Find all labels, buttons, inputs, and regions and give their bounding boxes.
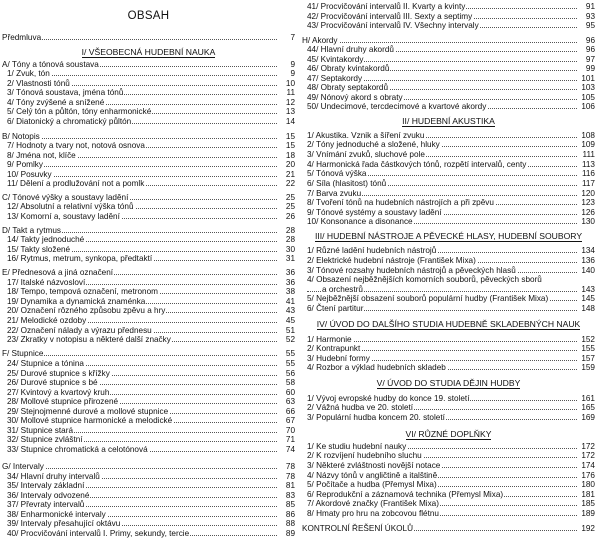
- toc-entry-row[interactable]: [302, 208, 595, 217]
- toc-entry-title: 22/ Označení nálady a výrazu přednesu: [7, 326, 152, 335]
- toc-entry-row[interactable]: [302, 363, 595, 372]
- toc-entry-title: 44/ Hlavní druhy akordů: [307, 45, 394, 54]
- toc-page-number: 103: [578, 83, 595, 92]
- toc-page-number: 86: [278, 510, 295, 519]
- left-column: [2, 0, 295, 550]
- toc-entry-row[interactable]: [302, 394, 595, 403]
- toc-entry-row[interactable]: [2, 212, 295, 221]
- toc-entry-row[interactable]: [302, 246, 595, 255]
- toc-section-row[interactable]: [2, 349, 295, 358]
- toc-page-number: 136: [578, 256, 595, 265]
- toc-entry-row[interactable]: [302, 12, 595, 21]
- toc-page-number: 67: [278, 416, 295, 425]
- toc-page-number: 81: [278, 481, 295, 490]
- toc-page-number: 18: [278, 151, 295, 160]
- toc-entry-row[interactable]: [302, 198, 595, 207]
- toc-page-number: 123: [578, 198, 595, 207]
- toc-page-number: 74: [278, 445, 295, 454]
- toc-page-number: 97: [578, 55, 595, 64]
- toc-page-number: 71: [278, 435, 295, 444]
- toc-entry-row[interactable]: [2, 426, 295, 435]
- toc-entry-title: 32/ Stupnice zvláštní: [7, 435, 83, 444]
- toc-entry-row[interactable]: [302, 509, 595, 518]
- toc-entry-title: 4/ Tóny zvýšené a snížené: [7, 98, 105, 107]
- toc-page-number: 152: [578, 335, 595, 344]
- toc-entry-row[interactable]: [302, 499, 595, 508]
- toc-entry-row[interactable]: [302, 160, 595, 169]
- toc-entry-row[interactable]: [2, 79, 295, 88]
- toc-entry-row[interactable]: [2, 529, 295, 538]
- toc-page-number: 51: [278, 326, 295, 335]
- toc-entry-row[interactable]: [2, 306, 295, 315]
- toc-entry-title: 46/ Obraty kvintakordů: [307, 64, 390, 73]
- toc-page-number: 155: [578, 344, 595, 353]
- toc-section-row[interactable]: [302, 36, 595, 45]
- toc-page-number: 15: [278, 132, 295, 141]
- toc-page-number: 28: [278, 235, 295, 244]
- toc-entry-title: G/ Intervaly: [2, 462, 44, 471]
- toc-entry-row[interactable]: [2, 510, 295, 519]
- toc-page-number: 105: [578, 93, 595, 102]
- dot-leader: [2, 468, 295, 469]
- toc-entry-row[interactable]: [302, 524, 595, 533]
- toc-entry-title: 10/ Konsonance a disonance: [307, 217, 413, 226]
- toc-entry-title: 4/ Názvy tónů v angličtině a italštině: [307, 471, 438, 480]
- toc-entry-row[interactable]: [302, 275, 595, 284]
- toc-entry-title: 3/ Tónové rozsahy hudebních nástrojů a pěveckých hlasů: [307, 266, 516, 275]
- toc-page-number: 83: [278, 491, 295, 500]
- toc-entry-title: 40/ Procvičování intervalů I. Primy, sekundy, tercie: [7, 529, 190, 538]
- toc-entry-row[interactable]: [2, 500, 295, 509]
- toc-page-number: 161: [578, 394, 595, 403]
- toc-entry-title: 41/ Procvičování intervalů II. Kvarty a kvinty: [307, 2, 466, 11]
- toc-page-number: 169: [578, 413, 595, 422]
- toc-entry-title: 9/ Pomlky: [7, 160, 43, 169]
- toc-page-number: 120: [578, 189, 595, 198]
- toc-entry-title: 1/ Akustika. Vznik a šíření zvuku: [307, 131, 425, 140]
- toc-entry-title: 27/ Kvintový a kvartový kruh: [7, 388, 110, 397]
- toc-entry-title: 7/ Barva zvuku: [307, 189, 362, 198]
- toc-entry-title: 37/ Převraty intervalů: [7, 500, 85, 509]
- toc-entry-title: 14/ Takty jednoduché: [7, 235, 85, 244]
- toc-page-number: 28: [278, 226, 295, 235]
- toc-entry-title: 30/ Mollové stupnice harmonické a melodické: [7, 416, 173, 425]
- toc-entry-title: 6/ Čtení partitur: [307, 304, 364, 313]
- toc-page-number: 58: [278, 378, 295, 387]
- toc-entry-title: 2/ Tóny jednoduché a složené, hluky: [307, 140, 440, 149]
- toc-entry-row[interactable]: [2, 326, 295, 335]
- toc-entry-title: 9/ Tónové systémy a soustavy ladění: [307, 208, 442, 217]
- toc-page-number: 111: [578, 150, 595, 159]
- toc-page-number: 130: [578, 217, 595, 226]
- dot-leader: [302, 42, 595, 43]
- toc-page-number: 85: [278, 500, 295, 509]
- toc-entry-title: 18/ Tempo, tempová označení, metronom: [7, 287, 158, 296]
- toc-page-number: 9: [278, 69, 295, 78]
- toc-entry-row[interactable]: [2, 481, 295, 490]
- toc-entry-row[interactable]: [2, 88, 295, 97]
- section-heading: [302, 116, 595, 126]
- toc-entry-title: 42/ Procvičování intervalů III. Sexty a septimy: [307, 12, 473, 21]
- toc-section-row[interactable]: [2, 268, 295, 277]
- toc-entry-title: 4/ Harmonická řada částkových tónů, rozpětí intervalů, centy: [307, 160, 527, 169]
- dot-leader: [2, 355, 295, 356]
- toc-page-number: 66: [278, 407, 295, 416]
- toc-page-number: 63: [278, 397, 295, 406]
- toc-page-number: 55: [278, 359, 295, 368]
- toc-entry-row[interactable]: [2, 202, 295, 211]
- toc-page-number: 14: [278, 117, 295, 126]
- toc-page-number: 91: [578, 2, 595, 11]
- toc-entry-title: 3/ Hudební formy: [307, 354, 370, 363]
- toc-entry-row[interactable]: [302, 55, 595, 64]
- toc-entry-title: E/ Přednesová a jiná označení: [2, 268, 114, 277]
- section-heading: [2, 47, 295, 57]
- toc-entry-row[interactable]: [2, 117, 295, 126]
- toc-entry-row[interactable]: [302, 189, 595, 198]
- toc-page-number: 13: [278, 107, 295, 116]
- toc-entry-row[interactable]: [302, 480, 595, 489]
- toc-entry-title: 11/ Dělení a prodlužování not a pomlk: [7, 179, 145, 188]
- toc-entry-row[interactable]: [2, 491, 295, 500]
- toc-page-number: 181: [578, 490, 595, 499]
- toc-page-number: 113: [578, 160, 595, 169]
- toc-entry-title: 21/ Melodické ozdoby: [7, 316, 87, 325]
- toc-entry-row[interactable]: [2, 435, 295, 444]
- toc-entry-title: 20/ Označení rôzného způsobu zpěvu a hry: [7, 306, 166, 315]
- toc-entry-row[interactable]: [302, 413, 595, 422]
- toc-page-number: 36: [278, 278, 295, 287]
- toc-entry-row[interactable]: [302, 451, 595, 460]
- toc-entry-row[interactable]: [302, 354, 595, 363]
- toc-page-number: 140: [578, 266, 595, 275]
- toc-entry-row[interactable]: [302, 304, 595, 313]
- toc-entry-title: 29/ Stejnojmenné durové a mollové stupnice: [7, 407, 169, 416]
- toc-page-number: 174: [578, 461, 595, 470]
- toc-entry-title: 17/ Italské názvosloví: [7, 278, 86, 287]
- toc-entry-title: 5/ Celý tón a půltón, tóny enharmonické: [7, 107, 152, 116]
- toc-page-number: 52: [278, 335, 295, 344]
- toc-page-number: 88: [278, 519, 295, 528]
- section-heading-text: II/ HUDEBNÍ AKUSTIKA: [402, 116, 495, 126]
- toc-entry-row[interactable]: [2, 445, 295, 454]
- toc-entry-row[interactable]: [302, 2, 595, 11]
- toc-entry-row[interactable]: [2, 254, 295, 263]
- toc-entry-row[interactable]: [2, 179, 295, 188]
- toc-page-number: 95: [578, 21, 595, 30]
- toc-page-number: 93: [578, 12, 595, 21]
- toc-entry-title: 13/ Komorní a, soustavy ladění: [7, 212, 120, 221]
- toc-page-number: 126: [578, 208, 595, 217]
- toc-entry-row[interactable]: [2, 316, 295, 325]
- toc-entry-row[interactable]: [302, 179, 595, 188]
- toc-entry-title: 8/ Hmaty pro hru na zobcovou flétnu: [307, 509, 439, 518]
- toc-entry-row[interactable]: [302, 74, 595, 83]
- toc-page-number: 172: [578, 442, 595, 451]
- toc-section-row[interactable]: [2, 193, 295, 202]
- toc-section-row[interactable]: [2, 462, 295, 471]
- dot-leader: [2, 39, 295, 40]
- toc-entry-title: 6/ Síla (hlasitost) tónů: [307, 179, 387, 188]
- toc-page-number: 89: [278, 529, 295, 538]
- toc-page-number: 117: [578, 179, 595, 188]
- toc-entry-title: 26/ Durové stupnice s bé: [7, 378, 98, 387]
- toc-entry-row[interactable]: [2, 287, 295, 296]
- toc-entry-row[interactable]: [2, 388, 295, 397]
- toc-entry-title: 38/ Enharmonické intervaly: [7, 510, 106, 519]
- toc-page-number: 109: [578, 140, 595, 149]
- toc-section-row[interactable]: [2, 226, 295, 235]
- toc-page-number: 78: [278, 472, 295, 481]
- toc-entry-title: 45/ Kvintakordy: [307, 55, 364, 64]
- toc-page-number: 10: [278, 79, 295, 88]
- toc-entry-row[interactable]: [302, 256, 595, 265]
- toc-entry-title: a orchestrů: [322, 285, 363, 294]
- toc-entry-title: KONTROLNÍ ŘEŠENÍ ÚKOLŮ: [302, 524, 414, 533]
- section-heading: [302, 429, 595, 439]
- section-heading: [302, 378, 595, 388]
- toc-entry-row[interactable]: [302, 294, 595, 303]
- toc-page-number: 101: [578, 74, 595, 83]
- toc-page-number: 106: [578, 102, 595, 111]
- section-heading: [302, 319, 595, 329]
- toc-entry-title: 12/ Absolutní a relativní výška tónů: [7, 202, 134, 211]
- toc-entry-row[interactable]: [2, 407, 295, 416]
- toc-entry-title: 49/ Nónový akord s obraty: [307, 93, 403, 102]
- toc-page-number: 157: [578, 354, 595, 363]
- toc-entry-title: 15/ Takty složené: [7, 245, 71, 254]
- toc-page-number: 45: [278, 316, 295, 325]
- toc-entry-row[interactable]: [302, 140, 595, 149]
- toc-entry-title: 8/ Tvoření tónů na hudebních nástrojích a při zpěvu: [307, 198, 494, 207]
- toc-entry-row[interactable]: [2, 369, 295, 378]
- right-column: [302, 0, 595, 550]
- section-heading-text: VI/ RŮZNÉ DOPLŇKY: [405, 429, 492, 439]
- section-heading-text: IV/ ÚVOD DO DALŠÍHO STUDIA HUDEBNĚ SKLADEBNÝCH NAUK: [316, 319, 581, 329]
- toc-entry-row[interactable]: [2, 359, 295, 368]
- toc-page-number: 7: [278, 33, 295, 42]
- toc-page-number: 165: [578, 403, 595, 412]
- toc-page-number: 11: [278, 88, 295, 97]
- toc-entry-title: 5/ Nejběžnější obsazení souborů populární hudby (František Mixa): [307, 294, 549, 303]
- toc-entry-row[interactable]: [302, 21, 595, 30]
- toc-entry-title: 10/ Posuvky: [7, 170, 52, 179]
- toc-entry-title: H/ Akordy: [302, 36, 338, 45]
- toc-page-number: 25: [278, 202, 295, 211]
- toc-entry-title: 25/ Durové stupnice s křížky: [7, 369, 110, 378]
- toc-page-number: 25: [278, 193, 295, 202]
- toc-entry-title: 7/ Hodnoty a tvary not, notová osnova: [7, 141, 145, 150]
- toc-entry-title: 39/ Intervaly přesahující oktávu: [7, 519, 121, 528]
- toc-entry-title: F/ Stupnice: [2, 349, 44, 358]
- toc-entry-title: Předmluva: [2, 33, 42, 42]
- toc-entry-title: 16/ Rytmus, metrum, synkopa, předtaktí: [7, 254, 153, 263]
- toc-entry-title: 35/ Intervaly základní: [7, 481, 85, 490]
- toc-entry-title: 1/ Ke studiu hudební nauky: [307, 442, 407, 451]
- toc-entry-row[interactable]: [302, 285, 595, 294]
- toc-entry-row[interactable]: [2, 297, 295, 306]
- toc-page-number: 56: [278, 369, 295, 378]
- toc-page-number: 143: [578, 285, 595, 294]
- toc-entry-row[interactable]: [2, 519, 295, 528]
- toc-entry-title: 3/ Populární hudba koncem 20. století: [307, 413, 445, 422]
- toc-page-number: 134: [578, 246, 595, 255]
- toc-entry-row[interactable]: [302, 335, 595, 344]
- toc-entry-row[interactable]: [302, 83, 595, 92]
- toc-entry-row[interactable]: [302, 442, 595, 451]
- toc-page-number: 96: [578, 36, 595, 45]
- toc-entry-row[interactable]: [2, 245, 295, 254]
- toc-entry-row[interactable]: [2, 472, 295, 481]
- toc-page-number: 180: [578, 480, 595, 489]
- toc-entry-row[interactable]: [302, 45, 595, 54]
- toc-entry-title: 50/ Undecimové, tercdecimové a kvartové akordy: [307, 102, 487, 111]
- toc-entry-title: 3/ Tónová soustava, jména tónů: [7, 88, 124, 97]
- toc-entry-row[interactable]: [2, 170, 295, 179]
- toc-entry-row[interactable]: [302, 93, 595, 102]
- toc-entry-row[interactable]: [2, 141, 295, 150]
- toc-entry-row[interactable]: [2, 98, 295, 107]
- toc-page-number: 21: [278, 170, 295, 179]
- toc-page-number: 22: [278, 179, 295, 188]
- toc-entry-row[interactable]: [2, 378, 295, 387]
- toc-entry-title: 4/ Rozbor a výklad hudebních skladeb: [307, 363, 446, 372]
- section-heading-text: I/ VŠEOBECNÁ HUDEBNÍ NAUKA: [81, 47, 216, 57]
- toc-entry-row[interactable]: [302, 461, 595, 470]
- toc-page-number: 185: [578, 499, 595, 508]
- toc-page-number: 15: [278, 141, 295, 150]
- toc-entry-title: 2/ Elektrické hudební nástroje (František Mixa): [307, 256, 476, 265]
- toc-page-number: 176: [578, 471, 595, 480]
- toc-entry-row[interactable]: [302, 102, 595, 111]
- toc-section-row[interactable]: [2, 60, 295, 69]
- toc-entry-title: 33/ Stupnice chromatická a celotónová: [7, 445, 148, 454]
- section-heading-text: V/ ÚVOD DO STUDIA DĚJIN HUDBY: [376, 378, 521, 388]
- toc-page-number: 36: [278, 268, 295, 277]
- toc-entry-row[interactable]: [302, 344, 595, 353]
- toc-page-number: 38: [278, 287, 295, 296]
- toc-page-number: 60: [278, 388, 295, 397]
- toc-entry-title: 1/ Různé ladění hudebních nástrojů: [307, 246, 437, 255]
- toc-entry-row[interactable]: [302, 490, 595, 499]
- toc-entry-title: C/ Tónové výšky a soustavy ladění: [2, 193, 129, 202]
- toc-page-number: 9: [278, 60, 295, 69]
- toc-entry-row[interactable]: [302, 471, 595, 480]
- toc-page-number: 31: [278, 254, 295, 263]
- toc-entry-title: B/ Notopis: [2, 132, 40, 141]
- toc-entry-title: 23/ Zkratky v notopisu a některé další značky: [7, 335, 171, 344]
- toc-entry-row[interactable]: [2, 416, 295, 425]
- toc-entry-row[interactable]: [2, 235, 295, 244]
- toc-entry-title: 3/ Některé zvláštnosti novější notace: [307, 461, 441, 470]
- dot-leader: [2, 138, 295, 139]
- toc-page-number: 159: [578, 363, 595, 372]
- toc-entry-row[interactable]: [2, 151, 295, 160]
- toc-entry-title: 48/ Obraty septakordů: [307, 83, 389, 92]
- toc-entry-row[interactable]: [302, 403, 595, 412]
- toc-entry-title: 5/ Počítače a hudba (Přemysl Mixa): [307, 480, 437, 489]
- toc-entry-title: 3/ Vnímání zvuků, sluchové pole: [307, 150, 425, 159]
- toc-entry-title: A/ Tóny a tónová soustava: [2, 60, 99, 69]
- toc-page-number: 145: [578, 294, 595, 303]
- toc-entry-title: 8/ Jména not, klíče: [7, 151, 76, 160]
- toc-entry-title: 19/ Dynamika a dynamická znaménka: [7, 297, 146, 306]
- toc-page-number: 172: [578, 451, 595, 460]
- toc-entry-title: 31/ Stupnice stará: [7, 426, 73, 435]
- toc-page-number: 189: [578, 509, 595, 518]
- toc-entry-row[interactable]: [2, 160, 295, 169]
- toc-page-number: 41: [278, 297, 295, 306]
- toc-entry-title: 7/ Akordové značky (František Mixa): [307, 499, 439, 508]
- toc-entry-title: 5/ Tónová výška: [307, 169, 367, 178]
- toc-entry-row[interactable]: [2, 69, 295, 78]
- toc-page-number: 55: [278, 349, 295, 358]
- toc-entry-row[interactable]: [302, 217, 595, 226]
- page-title: OBSAH: [127, 10, 170, 22]
- toc-entry-title: 36/ Intervaly odvozené: [7, 491, 90, 500]
- toc-page-number: 12: [278, 98, 295, 107]
- toc-section-row[interactable]: [2, 132, 295, 141]
- toc-page-number: 99: [578, 64, 595, 73]
- toc-page-number: 78: [278, 462, 295, 471]
- toc-page-number: 30: [278, 245, 295, 254]
- toc-entry-title: 2/ Kontrapunkt: [307, 344, 361, 353]
- toc-entry-title: 2/ Vážná hudba ve 20. století: [307, 403, 414, 412]
- toc-entry-row[interactable]: [2, 397, 295, 406]
- toc-entry-row[interactable]: [302, 266, 595, 275]
- toc-entry-title: 28/ Mollové stupnice přirozené: [7, 397, 119, 406]
- toc-page-number: 96: [578, 45, 595, 54]
- toc-entry-title: 1/ Harmonie: [307, 335, 352, 344]
- toc-entry-row[interactable]: [2, 33, 295, 42]
- toc-page-number: 148: [578, 304, 595, 313]
- toc-page-number: 108: [578, 131, 595, 140]
- toc-entry-title: 1/ Vývoj evropské hudby do konce 19. století: [307, 394, 470, 403]
- toc-entry-row[interactable]: [2, 107, 295, 116]
- toc-entry-title: D/ Takt a rytmus: [2, 226, 61, 235]
- toc-entry-title: 24/ Stupnice a tónina: [7, 359, 84, 368]
- toc-page-number: 43: [278, 306, 295, 315]
- toc-page-number: 70: [278, 426, 295, 435]
- toc-entry-title: 4/ Obsazení nejběžnějších komorních souborů, pěveckých sborů: [307, 275, 542, 284]
- toc-entry-title: 34/ Hlavní druhy intervalů: [7, 472, 100, 481]
- toc-entry-row[interactable]: [2, 278, 295, 287]
- toc-entry-row[interactable]: [2, 335, 295, 344]
- toc-entry-row[interactable]: [302, 150, 595, 159]
- toc-page-number: 26: [278, 212, 295, 221]
- toc-entry-title: 6/ Reprodukční a záznamová technika (Přemysl Mixa): [307, 490, 504, 499]
- toc-entry-row[interactable]: [302, 64, 595, 73]
- toc-entry-title: 47/ Septakordy: [307, 74, 363, 83]
- toc-page-number: 20: [278, 160, 295, 169]
- toc-entry-row[interactable]: [302, 169, 595, 178]
- toc-page-number: 192: [578, 524, 595, 533]
- toc-entry-title: 43/ Procvičování intervalů IV. Všechny intervaly: [307, 21, 479, 30]
- toc-entry-title: 2/ K rozvíjení hudebního sluchu: [307, 451, 422, 460]
- toc-entry-title: 2/ Vlastnosti tónů: [7, 79, 70, 88]
- dot-leader: [7, 166, 295, 167]
- toc-page-number: 116: [578, 169, 595, 178]
- section-heading: [302, 231, 595, 241]
- section-heading-text: III/ HUDEBNÍ NÁSTROJE A PĚVECKÉ HLASY, HUDEBNÍ SOUBORY: [314, 231, 583, 241]
- toc-entry-title: 1/ Zvuk, tón: [7, 69, 50, 78]
- toc-entry-row[interactable]: [302, 131, 595, 140]
- toc-entry-title: 6/ Diatonický a chromatický půltón: [7, 117, 132, 126]
